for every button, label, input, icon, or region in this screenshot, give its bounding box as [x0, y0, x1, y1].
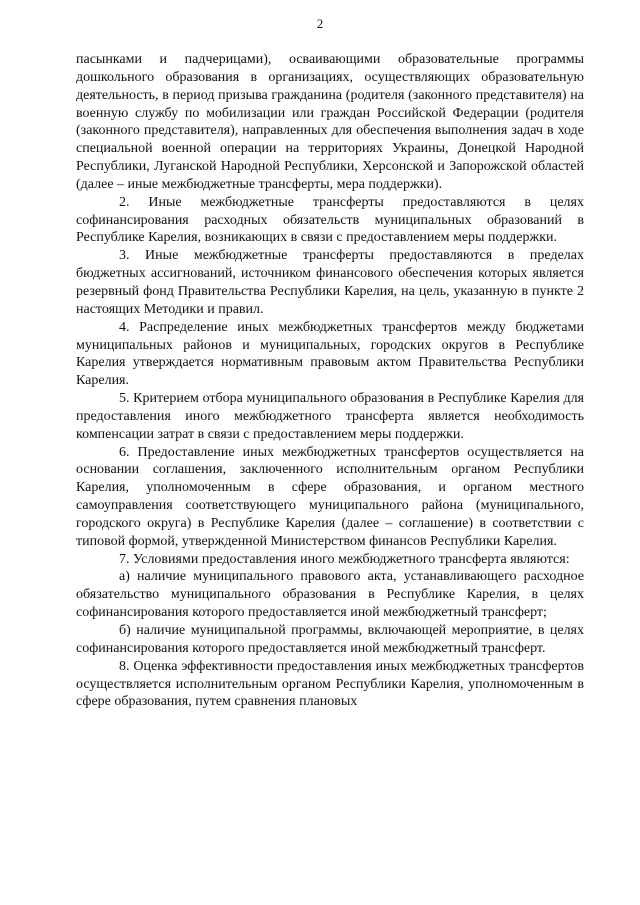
- paragraph-item-5: 5. Критерием отбора муниципального образования в Республике Карелия для предоставления иного межбюджетного трансферта является необходимость компенсации затрат в связи с предоставлением меры поддержки.: [76, 391, 584, 442]
- paragraph-item-3: 3. Иные межбюджетные трансферты предоставляются в пределах бюджетных ассигнований, источником финансового обеспечения которых является резервный фонд Правительства Республики Карелия, на цель, указанную в пункте 2 настоящих Методики и правил.: [76, 248, 584, 317]
- paragraph-item-4: 4. Распределение иных межбюджетных трансфертов между бюджетами муниципальных районов и муниципальных, городских округов в Республике Карелия утверждается нормативным правовым актом Правительства Республики Карелия.: [76, 319, 584, 389]
- paragraph-item-6: 6. Предоставление иных межбюджетных трансфертов осуществляется на основании соглашения, заключенного исполнительным органом Республики Карелия, уполномоченным в сфере образования, и органом местного самоуправления соответствующего муниципального района (муниципального, городского округа) в Республике Карелия (далее – соглашение) в соответствии с типовой формой, утвержденной Министерством финансов Республики Карелия.: [76, 444, 584, 549]
- document-body: [76, 51, 584, 711]
- paragraph-item-7a: а) наличие муниципального правового акта, устанавливающего расходное обязательство муниципального образования в Республике Карелия, в целях софинансирования которого предоставляется иной межбюджетный трансферт;: [76, 569, 584, 621]
- paragraph-continuation: пасынками и падчерицами), осваивающими образовательные программы дошкольного образования в организациях, осуществляющих образовательную деятельность, в период призыва гражданина (родителя (законного представителя) на военную службу по мобилизации или граждан Российской Федерации (родителя (законного представителя), направленных для обеспечения выполнения задач в ходе специальной военной операции на территориях Украины, Донецкой Народной Республики, Луганской Народной Республики, Херсонской и Запорожской областей (далее – иные межбюджетные трансферты, мера поддержки).: [76, 52, 584, 192]
- paragraph-item-2: 2. Иные межбюджетные трансферты предоставляются в целях софинансирования расходных обязательств муниципальных образований в Республике Карелия, возникающих в связи с предоставлением меры поддержки.: [76, 194, 584, 246]
- paragraph-item-7b: б) наличие муниципальной программы, включающей мероприятие, в целях софинансирования которого предоставляется иной межбюджетный трансферт.: [76, 623, 584, 656]
- paragraph-item-7: 7. Условиями предоставления иного межбюджетного трансферта являются:: [119, 551, 570, 567]
- page-number: 2: [316, 16, 324, 31]
- paragraph-item-8: 8. Оценка эффективности предоставления иных межбюджетных трансфертов осуществляется исполнительным органом Республики Карелия, уполномоченным в сфере образования, путем сравнения плановых: [76, 658, 584, 710]
